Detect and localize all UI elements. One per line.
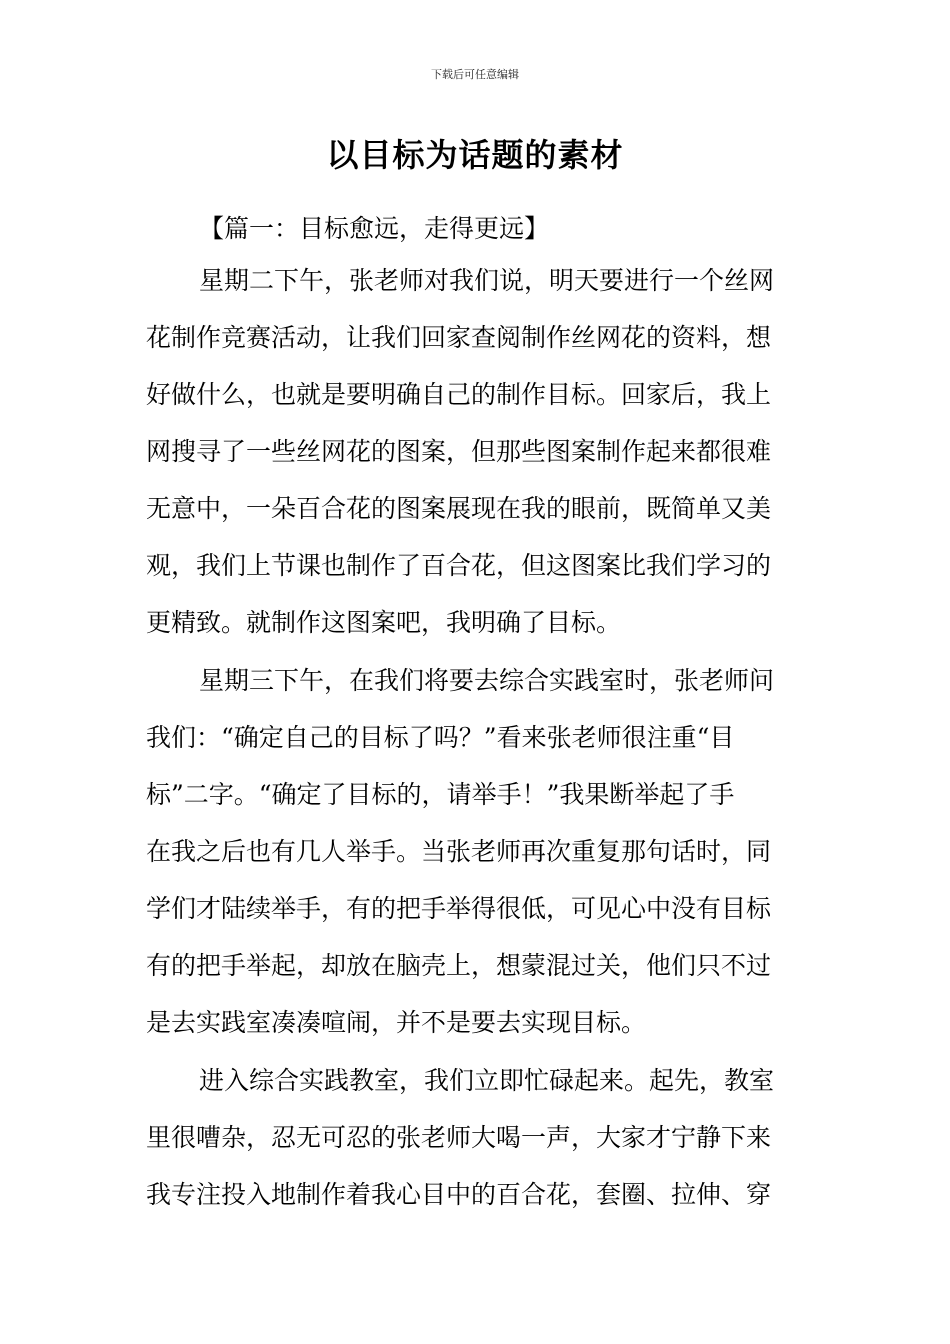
- document-title: 以目标为话题的素材: [326, 136, 624, 174]
- paragraph-line: 里很嘈杂，忍无可忍的张老师大喝一声，大家才宁静下来: [146, 1123, 772, 1152]
- paragraph-line: 无意中，一朵百合花的图案展现在我的眼前，既简单又美: [146, 494, 772, 523]
- paragraph-line: 学们才陆续举手，有的把手举得很低，可见心中没有目标: [146, 894, 772, 923]
- header-note: 下载后可任意编辑: [431, 68, 519, 81]
- paragraph-line: 是去实践室凑凑喧闹，并不是要去实现目标。: [146, 1008, 647, 1037]
- paragraph-line: 有的把手举起，却放在脑壳上，想蒙混过关，他们只不过: [146, 951, 772, 980]
- paragraph-line: 星期二下午，张老师对我们说，明天要进行一个丝网: [199, 266, 775, 295]
- paragraph-line: 好做什么，也就是要明确自己的制作目标。回家后，我上: [146, 380, 772, 409]
- section-heading: 【篇一：目标愈远，走得更远】: [199, 214, 550, 243]
- paragraph-line: 我们：“确定自己的目标了吗？”看来张老师很注重“目: [146, 723, 735, 752]
- paragraph-line: 在我之后也有几人举手。当张老师再次重复那句话时，同: [146, 837, 772, 866]
- paragraph-line: 进入综合实践教室，我们立即忙碌起来。起先，教室: [199, 1066, 775, 1095]
- paragraph-line: 我专注投入地制作着我心目中的百合花，套圈、拉伸、穿: [146, 1180, 772, 1209]
- paragraph-line: 标”二字。“确定了目标的，请举手！”我果断举起了手: [146, 780, 735, 809]
- paragraph-line: 网搜寻了一些丝网花的图案，但那些图案制作起来都很难: [146, 437, 772, 466]
- paragraph-line: 花制作竞赛活动，让我们回家查阅制作丝网花的资料，想: [146, 323, 772, 352]
- paragraph-line: 星期三下午，在我们将要去综合实践室时，张老师问: [199, 666, 775, 695]
- paragraph-line: 更精致。就制作这图案吧，我明确了目标。: [146, 608, 622, 637]
- paragraph-line: 观，我们上节课也制作了百合花，但这图案比我们学习的: [146, 551, 772, 580]
